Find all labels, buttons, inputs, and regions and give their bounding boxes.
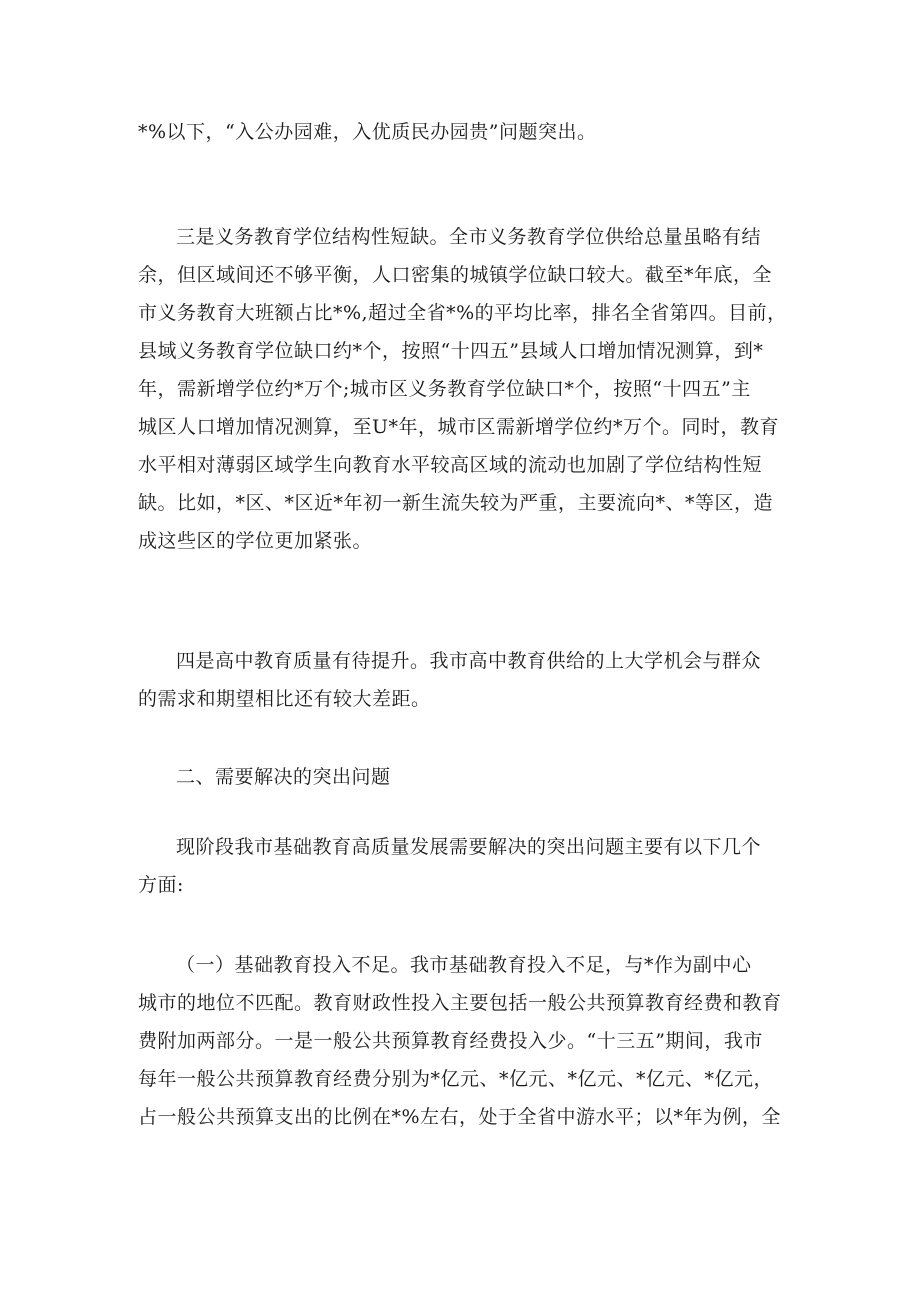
paragraph-investment bbox=[138, 946, 788, 1136]
paragraph-line: 缺。比如，*区、*区近*年初一新生流失较为严重，主要流向*、*等区，造 bbox=[138, 492, 774, 514]
paragraph-line: 水平相对薄弱区域学生向教育水平较高区域的流动也加剧了学位结构性短 bbox=[138, 454, 763, 476]
paragraph-line: （一）基础教育投入不足。我市基础教育投入不足，与*作为副中心 bbox=[176, 954, 752, 976]
paragraph-line: 年，需新增学位约*万个;城市区义务教育学位缺口*个，按照“十四五”主 bbox=[138, 378, 751, 400]
paragraph-line: 现阶段我市基础教育高质量发展需要解决的突出问题主要有以下几个 bbox=[176, 836, 762, 858]
paragraph-line: 城区人口增加情况测算，至U*年，城市区需新增学位约*万个。同时，教育 bbox=[138, 416, 780, 438]
paragraph-high-school bbox=[138, 642, 788, 718]
paragraph-line: 县域义务教育学位缺口约*个，按照“十四五”县域人口增加情况测算，到* bbox=[138, 340, 764, 362]
heading-text: 二、需要解决的突出问题 bbox=[176, 766, 391, 788]
paragraph-line: 余，但区域间还不够平衡，人口密集的城镇学位缺口较大。截至*年底，全 bbox=[138, 264, 773, 286]
section-heading bbox=[138, 758, 788, 796]
paragraph-line: 三是义务教育学位结构性短缺。全市义务教育学位供给总量虽略有结 bbox=[176, 226, 762, 248]
paragraph-text: *%以下，“入公办园难，入优质民办园贵”问题突出。 bbox=[138, 121, 597, 143]
paragraph-line: 占一般公共预算支出的比例在*%左右，处于全省中游水平；以*年为例，全 bbox=[138, 1106, 782, 1128]
paragraph-line: 四是高中教育质量有待提升。我市高中教育供给的上大学机会与群众 bbox=[176, 650, 762, 672]
paragraph-compulsory-education bbox=[138, 218, 788, 560]
paragraph-line: 成这些区的学位更加紧张。 bbox=[138, 530, 373, 552]
paragraph-line: 每年一般公共预算教育经费分别为*亿元、*亿元、*亿元、*亿元、*亿元， bbox=[138, 1068, 774, 1090]
paragraph-overview bbox=[138, 828, 788, 904]
paragraph-preschool-end bbox=[138, 113, 788, 151]
paragraph-line: 方面: bbox=[138, 874, 184, 896]
paragraph-line: 城市的地位不匹配。教育财政性投入主要包括一般公共预算教育经费和教育 bbox=[138, 992, 782, 1014]
paragraph-line: 市义务教育大班额占比*%,超过全省*%的平均比率，排名全省第四。目前， bbox=[138, 302, 787, 324]
paragraph-line: 的需求和期望相比还有较大差距。 bbox=[138, 688, 431, 710]
paragraph-line: 费附加两部分。一是一般公共预算教育经费投入少。“十三五”期间，我市 bbox=[138, 1030, 763, 1052]
